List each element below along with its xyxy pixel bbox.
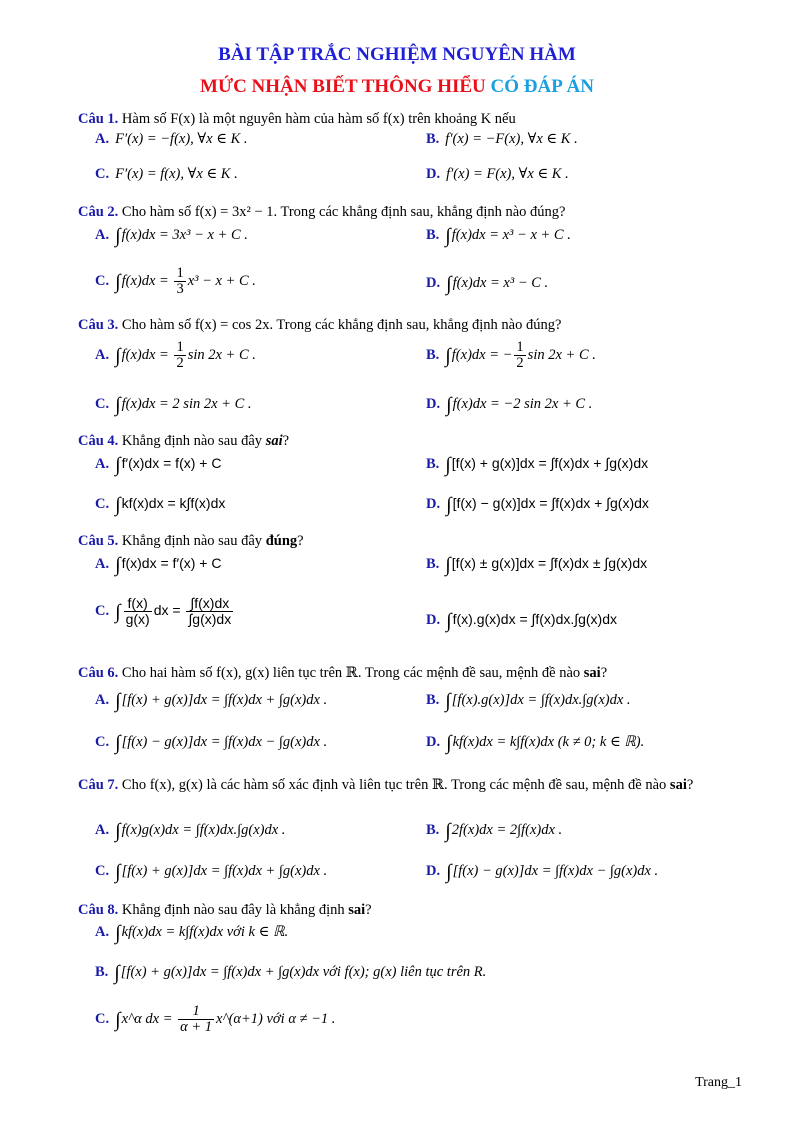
question-2: Câu 2. Cho hàm số f(x) = 3x² − 1. Trong các khẳng định sau, khẳng định nào đúng? — [78, 204, 566, 220]
q2-option-b[interactable]: B. ∫f(x)dx = x³ − x + C . — [426, 225, 571, 247]
q5-option-b[interactable]: B. ∫[f(x) ± g(x)]dx = ∫f(x)dx ± ∫g(x)dx — [426, 554, 648, 576]
q8-option-a[interactable]: A. ∫kf(x)dx = k∫f(x)dx với k ∈ ℝ. — [95, 922, 289, 944]
q5-option-a[interactable]: A. ∫f(x)dx = f′(x) + C — [95, 554, 222, 576]
q2-option-c[interactable]: C. ∫f(x)dx = $\frac{1}{3}$ x³ − x + C . — [95, 265, 256, 297]
title-line-2 — [0, 76, 794, 98]
question-1 — [78, 110, 738, 128]
title-line-1: BÀI TẬP TRẮC NGHIỆM NGUYÊN HÀM — [218, 44, 576, 65]
q8-option-c[interactable]: C. ∫x^α dx = $\frac{1}{\alpha + 1}$ x^(α+1) với α ≠ −1 . — [95, 1003, 336, 1035]
q4-option-d[interactable]: D. ∫[f(x) − g(x)]dx = ∫f(x)dx + ∫g(x)dx — [426, 494, 649, 516]
q4-option-c[interactable]: C. ∫kf(x)dx = k∫f(x)dx — [95, 494, 226, 516]
q6-option-b[interactable]: B. ∫[f(x).g(x)]dx = ∫f(x)dx.∫g(x)dx . — [426, 690, 631, 712]
q5-option-d[interactable]: D. ∫f(x).g(x)dx = ∫f(x)dx.∫g(x)dx — [426, 610, 618, 632]
q2-option-a[interactable]: A. ∫f(x)dx = 3x³ − x + C . — [95, 225, 248, 247]
q3-option-a[interactable]: A. ∫f(x)dx = $\frac{1}{2}$ sin 2x + C . — [95, 339, 256, 371]
q4-option-b[interactable]: B. ∫[f(x) + g(x)]dx = ∫f(x)dx + ∫g(x)dx — [426, 454, 649, 476]
title-red-part: MỨC NHẬN BIẾT THÔNG HIỂU — [200, 76, 486, 97]
question-8: Câu 8. Khẳng định nào sau đây là khẳng định sai? — [78, 902, 372, 918]
q2-option-d[interactable]: D. ∫f(x)dx = x³ − C . — [426, 273, 549, 295]
q3-option-b[interactable]: B. ∫f(x)dx = − $\frac{1}{2}$ sin 2x + C . — [426, 339, 596, 371]
q5-option-c[interactable]: C. ∫ $\frac{f(x)}{g(x)}$ dx = $\frac{\int f(x)dx}{\int g(x)dx}$ — [95, 595, 232, 627]
question-5: Câu 5. Khẳng định nào sau đây đúng? — [78, 533, 304, 549]
q6-option-d[interactable]: D. ∫kf(x)dx = k∫f(x)dx (k ≠ 0; k ∈ ℝ). — [426, 732, 645, 754]
q7-option-d[interactable]: D. ∫[f(x) − g(x)]dx = ∫f(x)dx − ∫g(x)dx . — [426, 861, 659, 883]
q1-option-d[interactable]: D. f′(x) = F(x), ∀x ∈ K . — [426, 166, 569, 182]
q3-option-d[interactable]: D. ∫f(x)dx = −2 sin 2x + C . — [426, 394, 593, 416]
question-4: Câu 4. Khẳng định nào sau đây sai? — [78, 433, 290, 449]
page-number: Trang_1 — [695, 1075, 742, 1090]
q6-option-a[interactable]: A. ∫[f(x) + g(x)]dx = ∫f(x)dx + ∫g(x)dx . — [95, 690, 328, 712]
q7-option-a[interactable]: A. ∫f(x)g(x)dx = ∫f(x)dx.∫g(x)dx . — [95, 820, 286, 842]
q8-option-b[interactable]: B. ∫[f(x) + g(x)]dx = ∫f(x)dx + ∫g(x)dx với f(x); g(x) liên tục trên R. — [95, 962, 487, 984]
question-6: Câu 6. Cho hai hàm số f(x), g(x) liên tục trên ℝ. Trong các mệnh đề sau, mệnh đề nào sai? — [78, 665, 608, 681]
question-3: Câu 3. Cho hàm số f(x) = cos 2x. Trong các khẳng định sau, khẳng định nào đúng? — [78, 317, 562, 333]
q7-option-c[interactable]: C. ∫[f(x) + g(x)]dx = ∫f(x)dx + ∫g(x)dx . — [95, 861, 328, 883]
q4-option-a[interactable]: A. ∫f′(x)dx = f(x) + C — [95, 454, 222, 476]
q7-option-b[interactable]: B. ∫2f(x)dx = 2∫f(x)dx . — [426, 820, 563, 842]
title-blue-part: CÓ ĐÁP ÁN — [490, 76, 594, 97]
q3-option-c[interactable]: C. ∫f(x)dx = 2 sin 2x + C . — [95, 394, 252, 416]
q1-option-c[interactable]: C. F′(x) = f(x), ∀x ∈ K . — [95, 166, 238, 182]
q6-option-c[interactable]: C. ∫[f(x) − g(x)]dx = ∫f(x)dx − ∫g(x)dx . — [95, 732, 328, 754]
question-label: Câu 1. — [78, 111, 119, 127]
question-text: Hàm số F(x) là một nguyên hàm của hàm số f(x) trên khoảng K nếu — [118, 111, 516, 127]
question-7: Câu 7. Cho f(x), g(x) là các hàm số xác định và liên tục trên ℝ. Trong các mệnh đề sau, mệnh đề nào sai? — [78, 777, 694, 793]
q1-option-b[interactable]: B. f′(x) = −F(x), ∀x ∈ K . — [426, 131, 578, 147]
q1-option-a[interactable]: A. F′(x) = −f(x), ∀x ∈ K . — [95, 131, 248, 147]
